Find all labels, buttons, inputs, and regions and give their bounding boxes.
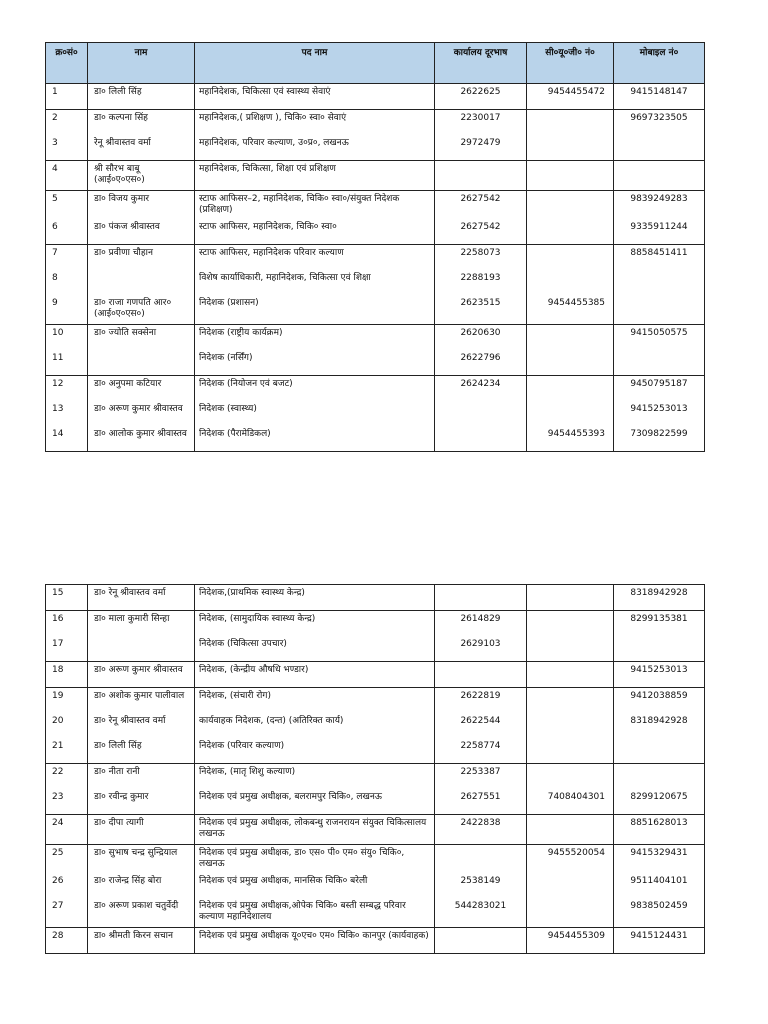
name-cell: डा० प्रवीणा चौहान (88, 245, 195, 271)
cug-number-cell (527, 375, 614, 401)
office-phone-cell: 2258073 (435, 245, 527, 271)
name-cell: डा० राजा गणपति आर० (आई०ए०एस०) (88, 295, 195, 324)
mobile-number-cell (614, 738, 705, 764)
table-row (46, 375, 705, 401)
cug-number-cell (527, 190, 614, 219)
mobile-number-cell: 9839249283 (614, 190, 705, 219)
mobile-number-cell (614, 135, 705, 161)
name-cell: डा० नीता रानी (88, 764, 195, 790)
cug-number-cell: 7408404301 (527, 789, 614, 815)
serial-number-cell: 26 (46, 873, 88, 898)
cug-number-cell (527, 219, 614, 245)
header-name: नाम (88, 43, 195, 84)
cug-number-cell (527, 873, 614, 898)
post-cell: महानिदेशक, परिवार कल्याण, उ०प्र०, लखनऊ (195, 135, 435, 161)
name-cell (88, 350, 195, 376)
table-row (46, 636, 705, 662)
name-cell: डा० अरूण कुमार श्रीवास्तव (88, 401, 195, 426)
post-cell: निदेशक (नियोजन एवं बजट) (195, 375, 435, 401)
table-row (46, 110, 705, 136)
office-phone-cell: 2258774 (435, 738, 527, 764)
mobile-number-cell (614, 161, 705, 191)
mobile-number-cell: 7309822599 (614, 426, 705, 452)
office-phone-cell: 2629103 (435, 636, 527, 662)
post-cell: निदेशक (परिवार कल्याण) (195, 738, 435, 764)
name-cell: रेनू श्रीवास्तव वर्मा (88, 135, 195, 161)
cug-number-cell: 9454455393 (527, 426, 614, 452)
mobile-number-cell: 9415329431 (614, 844, 705, 873)
mobile-number-cell: 9415253013 (614, 662, 705, 688)
name-cell: डा० अरूण प्रकाश चतुर्वेदी (88, 898, 195, 927)
cug-number-cell: 9454455385 (527, 295, 614, 324)
mobile-number-cell: 9697323505 (614, 110, 705, 136)
officials-table-page-2 (45, 584, 705, 954)
name-cell: डा० आलोक कुमार श्रीवास्तव (88, 426, 195, 452)
post-cell: निदेशक एवं प्रमुख अधीक्षक,ओपेक चिकि० बस्ती सम्बद्ध परिवार कल्याण महानिदेशालय (195, 898, 435, 927)
mobile-number-cell: 9415148147 (614, 84, 705, 110)
post-cell: निदेशक एवं प्रमुख अधीक्षक, बलरामपुर चिकि०, लखनऊ (195, 789, 435, 815)
post-cell: निदेशक (पैरामेडिकल) (195, 426, 435, 452)
name-cell: डा० कल्पना सिंह (88, 110, 195, 136)
post-cell: निदेशक एवं प्रमुख अधीक्षक, लोकबन्धु राजनरायन संयुक्त चिकित्सालय लखनऊ (195, 815, 435, 845)
name-cell: श्री सौरभ बाबू (आई०ए०एस०) (88, 161, 195, 191)
table-row (46, 815, 705, 845)
name-cell: डा० माला कुमारी सिन्हा (88, 611, 195, 637)
serial-number-cell: 3 (46, 135, 88, 161)
table-row (46, 190, 705, 219)
cug-number-cell (527, 585, 614, 611)
office-phone-cell (435, 161, 527, 191)
cug-number-cell (527, 898, 614, 927)
name-cell: डा० राजेन्द्र सिंह बोरा (88, 873, 195, 898)
serial-number-cell: 5 (46, 190, 88, 219)
header-serial-number: क्र०सं० (46, 43, 88, 84)
office-phone-cell: 2622625 (435, 84, 527, 110)
name-cell: डा० रेनू श्रीवास्तव वर्मा (88, 713, 195, 738)
mobile-number-cell: 9412038859 (614, 688, 705, 714)
post-cell: निदेशक (स्वास्थ्य) (195, 401, 435, 426)
office-phone-cell: 2972479 (435, 135, 527, 161)
mobile-number-cell: 9450795187 (614, 375, 705, 401)
cug-number-cell (527, 110, 614, 136)
cug-number-cell (527, 738, 614, 764)
officials-table-page-1 (45, 42, 705, 452)
serial-number-cell: 11 (46, 350, 88, 376)
serial-number-cell: 23 (46, 789, 88, 815)
table-row (46, 873, 705, 898)
serial-number-cell: 22 (46, 764, 88, 790)
serial-number-cell: 27 (46, 898, 88, 927)
table-row (46, 713, 705, 738)
office-phone-cell: 2230017 (435, 110, 527, 136)
mobile-number-cell (614, 350, 705, 376)
post-cell: निदेशक (नर्सिंग) (195, 350, 435, 376)
post-cell: निदेशक (चिकित्सा उपचार) (195, 636, 435, 662)
name-cell (88, 636, 195, 662)
header-office-phone: कार्यालय दूरभाष (435, 43, 527, 84)
serial-number-cell: 10 (46, 324, 88, 350)
name-cell: डा० ज्योति सक्सेना (88, 324, 195, 350)
cug-number-cell (527, 324, 614, 350)
cug-number-cell (527, 401, 614, 426)
office-phone-cell (435, 927, 527, 953)
name-cell: डा० अशोक कुमार पालीवाल (88, 688, 195, 714)
post-cell: निदेशक, (मातृ शिशु कल्याण) (195, 764, 435, 790)
office-phone-cell: 2624234 (435, 375, 527, 401)
name-cell: डा० लिली सिंह (88, 84, 195, 110)
cug-number-cell (527, 764, 614, 790)
mobile-number-cell: 9415253013 (614, 401, 705, 426)
serial-number-cell: 18 (46, 662, 88, 688)
mobile-number-cell: 8299120675 (614, 789, 705, 815)
cug-number-cell (527, 713, 614, 738)
name-cell: डा० सुभाष चन्द्र सुन्द्रियाल (88, 844, 195, 873)
table-row (46, 764, 705, 790)
post-cell: निदेशक (प्रशासन) (195, 295, 435, 324)
table-row (46, 898, 705, 927)
office-phone-cell: 2422838 (435, 815, 527, 845)
serial-number-cell: 9 (46, 295, 88, 324)
mobile-number-cell (614, 636, 705, 662)
serial-number-cell: 15 (46, 585, 88, 611)
mobile-number-cell: 9511404101 (614, 873, 705, 898)
mobile-number-cell: 8318942928 (614, 585, 705, 611)
name-cell: डा० अरूण कुमार श्रीवास्तव (88, 662, 195, 688)
office-phone-cell: 2627551 (435, 789, 527, 815)
serial-number-cell: 8 (46, 270, 88, 295)
serial-number-cell: 13 (46, 401, 88, 426)
table-row (46, 161, 705, 191)
header-post: पद नाम (195, 43, 435, 84)
serial-number-cell: 6 (46, 219, 88, 245)
post-cell: महानिदेशक,( प्रशिक्षण ), चिकि० स्वा० सेवाएं (195, 110, 435, 136)
post-cell: निदेशक, (सामुदायिक स्वास्थ्य केन्द्र) (195, 611, 435, 637)
name-cell: डा० पंकज श्रीवास्तव (88, 219, 195, 245)
mobile-number-cell: 8851628013 (614, 815, 705, 845)
table-row (46, 844, 705, 873)
mobile-number-cell: 8299135381 (614, 611, 705, 637)
cug-number-cell: 9455520054 (527, 844, 614, 873)
table-row (46, 426, 705, 452)
office-phone-cell: 2627542 (435, 190, 527, 219)
mobile-number-cell (614, 295, 705, 324)
post-cell: निदेशक एवं प्रमुख अधीक्षक यू०एच० एम० चिकि० कानपुर (कार्यवाहक) (195, 927, 435, 953)
name-cell: डा० अनुपमा कटियार (88, 375, 195, 401)
table-row (46, 585, 705, 611)
table-row (46, 324, 705, 350)
post-cell: निदेशक एवं प्रमुख अधीक्षक, डा० एस० पी० एम० संयु० चिकि०, लखनऊ (195, 844, 435, 873)
header-cug-number: सी०यू०जी० नं० (527, 43, 614, 84)
cug-number-cell (527, 135, 614, 161)
office-phone-cell (435, 662, 527, 688)
mobile-number-cell: 9838502459 (614, 898, 705, 927)
name-cell (88, 270, 195, 295)
name-cell: डा० श्रीमती किरन सचान (88, 927, 195, 953)
post-cell: विशेष कार्याधिकारी, महानिदेशक, चिकित्सा एवं शिक्षा (195, 270, 435, 295)
serial-number-cell: 16 (46, 611, 88, 637)
post-cell: महानिदेशक, चिकित्सा एवं स्वास्थ्य सेवाएं (195, 84, 435, 110)
office-phone-cell: 2620630 (435, 324, 527, 350)
cug-number-cell (527, 270, 614, 295)
office-phone-cell (435, 401, 527, 426)
header-mobile-number: मोबाइल नं० (614, 43, 705, 84)
mobile-number-cell: 9415050575 (614, 324, 705, 350)
table-row (46, 245, 705, 271)
office-phone-cell: 2288193 (435, 270, 527, 295)
table-header-row (46, 43, 705, 84)
serial-number-cell: 25 (46, 844, 88, 873)
post-cell: निदेशक, (केन्द्रीय औषधि भण्डार) (195, 662, 435, 688)
serial-number-cell: 2 (46, 110, 88, 136)
cug-number-cell (527, 161, 614, 191)
office-phone-cell: 2622819 (435, 688, 527, 714)
mobile-number-cell: 9415124431 (614, 927, 705, 953)
post-cell: निदेशक (राष्ट्रीय कार्यक्रम) (195, 324, 435, 350)
table-row (46, 135, 705, 161)
serial-number-cell: 1 (46, 84, 88, 110)
serial-number-cell: 12 (46, 375, 88, 401)
office-phone-cell (435, 426, 527, 452)
cug-number-cell (527, 662, 614, 688)
office-phone-cell: 544283021 (435, 898, 527, 927)
office-phone-cell: 2622544 (435, 713, 527, 738)
serial-number-cell: 14 (46, 426, 88, 452)
office-phone-cell: 2253387 (435, 764, 527, 790)
post-cell: महानिदेशक, चिकित्सा, शिक्षा एवं प्रशिक्षण (195, 161, 435, 191)
office-phone-cell (435, 844, 527, 873)
office-phone-cell (435, 585, 527, 611)
cug-number-cell: 9454455472 (527, 84, 614, 110)
cug-number-cell (527, 245, 614, 271)
table-row (46, 350, 705, 376)
name-cell: डा० रेनू श्रीवास्तव वर्मा (88, 585, 195, 611)
table-row (46, 738, 705, 764)
name-cell: डा० लिली सिंह (88, 738, 195, 764)
post-cell: कार्यवाहक निदेशक, (दन्त) (अतिरिक्त कार्य) (195, 713, 435, 738)
table-row (46, 927, 705, 953)
mobile-number-cell (614, 270, 705, 295)
office-phone-cell: 2627542 (435, 219, 527, 245)
cug-number-cell (527, 611, 614, 637)
post-cell: निदेशक, (संचारी रोग) (195, 688, 435, 714)
mobile-number-cell: 8318942928 (614, 713, 705, 738)
name-cell: डा० दीपा त्यागी (88, 815, 195, 845)
office-phone-cell: 2614829 (435, 611, 527, 637)
office-phone-cell: 2623515 (435, 295, 527, 324)
cug-number-cell (527, 636, 614, 662)
mobile-number-cell: 8858451411 (614, 245, 705, 271)
table-row (46, 611, 705, 637)
cug-number-cell (527, 688, 614, 714)
table-row (46, 401, 705, 426)
table-row (46, 219, 705, 245)
table-row (46, 789, 705, 815)
serial-number-cell: 24 (46, 815, 88, 845)
post-cell: निदेशक,(प्राथमिक स्वास्थ्य केन्द्र) (195, 585, 435, 611)
serial-number-cell: 4 (46, 161, 88, 191)
post-cell: स्टाफ आफिसर, महानिदेशक, चिकि० स्वा० (195, 219, 435, 245)
serial-number-cell: 19 (46, 688, 88, 714)
serial-number-cell: 28 (46, 927, 88, 953)
post-cell: स्टाफ आफिसर, महानिदेशक परिवार कल्याण (195, 245, 435, 271)
mobile-number-cell: 9335911244 (614, 219, 705, 245)
table-row (46, 84, 705, 110)
name-cell: डा० विजय कुमार (88, 190, 195, 219)
cug-number-cell (527, 350, 614, 376)
table-row (46, 295, 705, 324)
table-row (46, 662, 705, 688)
serial-number-cell: 20 (46, 713, 88, 738)
table-row (46, 270, 705, 295)
cug-number-cell: 9454455309 (527, 927, 614, 953)
post-cell: निदेशक एवं प्रमुख अधीक्षक, मानसिक चिकि० बरेली (195, 873, 435, 898)
cug-number-cell (527, 815, 614, 845)
serial-number-cell: 7 (46, 245, 88, 271)
serial-number-cell: 21 (46, 738, 88, 764)
post-cell: स्टाफ आफिसर–2, महानिदेशक, चिकि० स्वा०/संयुक्त निदेशक (प्रशिक्षण) (195, 190, 435, 219)
serial-number-cell: 17 (46, 636, 88, 662)
office-phone-cell: 2538149 (435, 873, 527, 898)
mobile-number-cell (614, 764, 705, 790)
table-row (46, 688, 705, 714)
office-phone-cell: 2622796 (435, 350, 527, 376)
name-cell: डा० रवीन्द्र कुमार (88, 789, 195, 815)
